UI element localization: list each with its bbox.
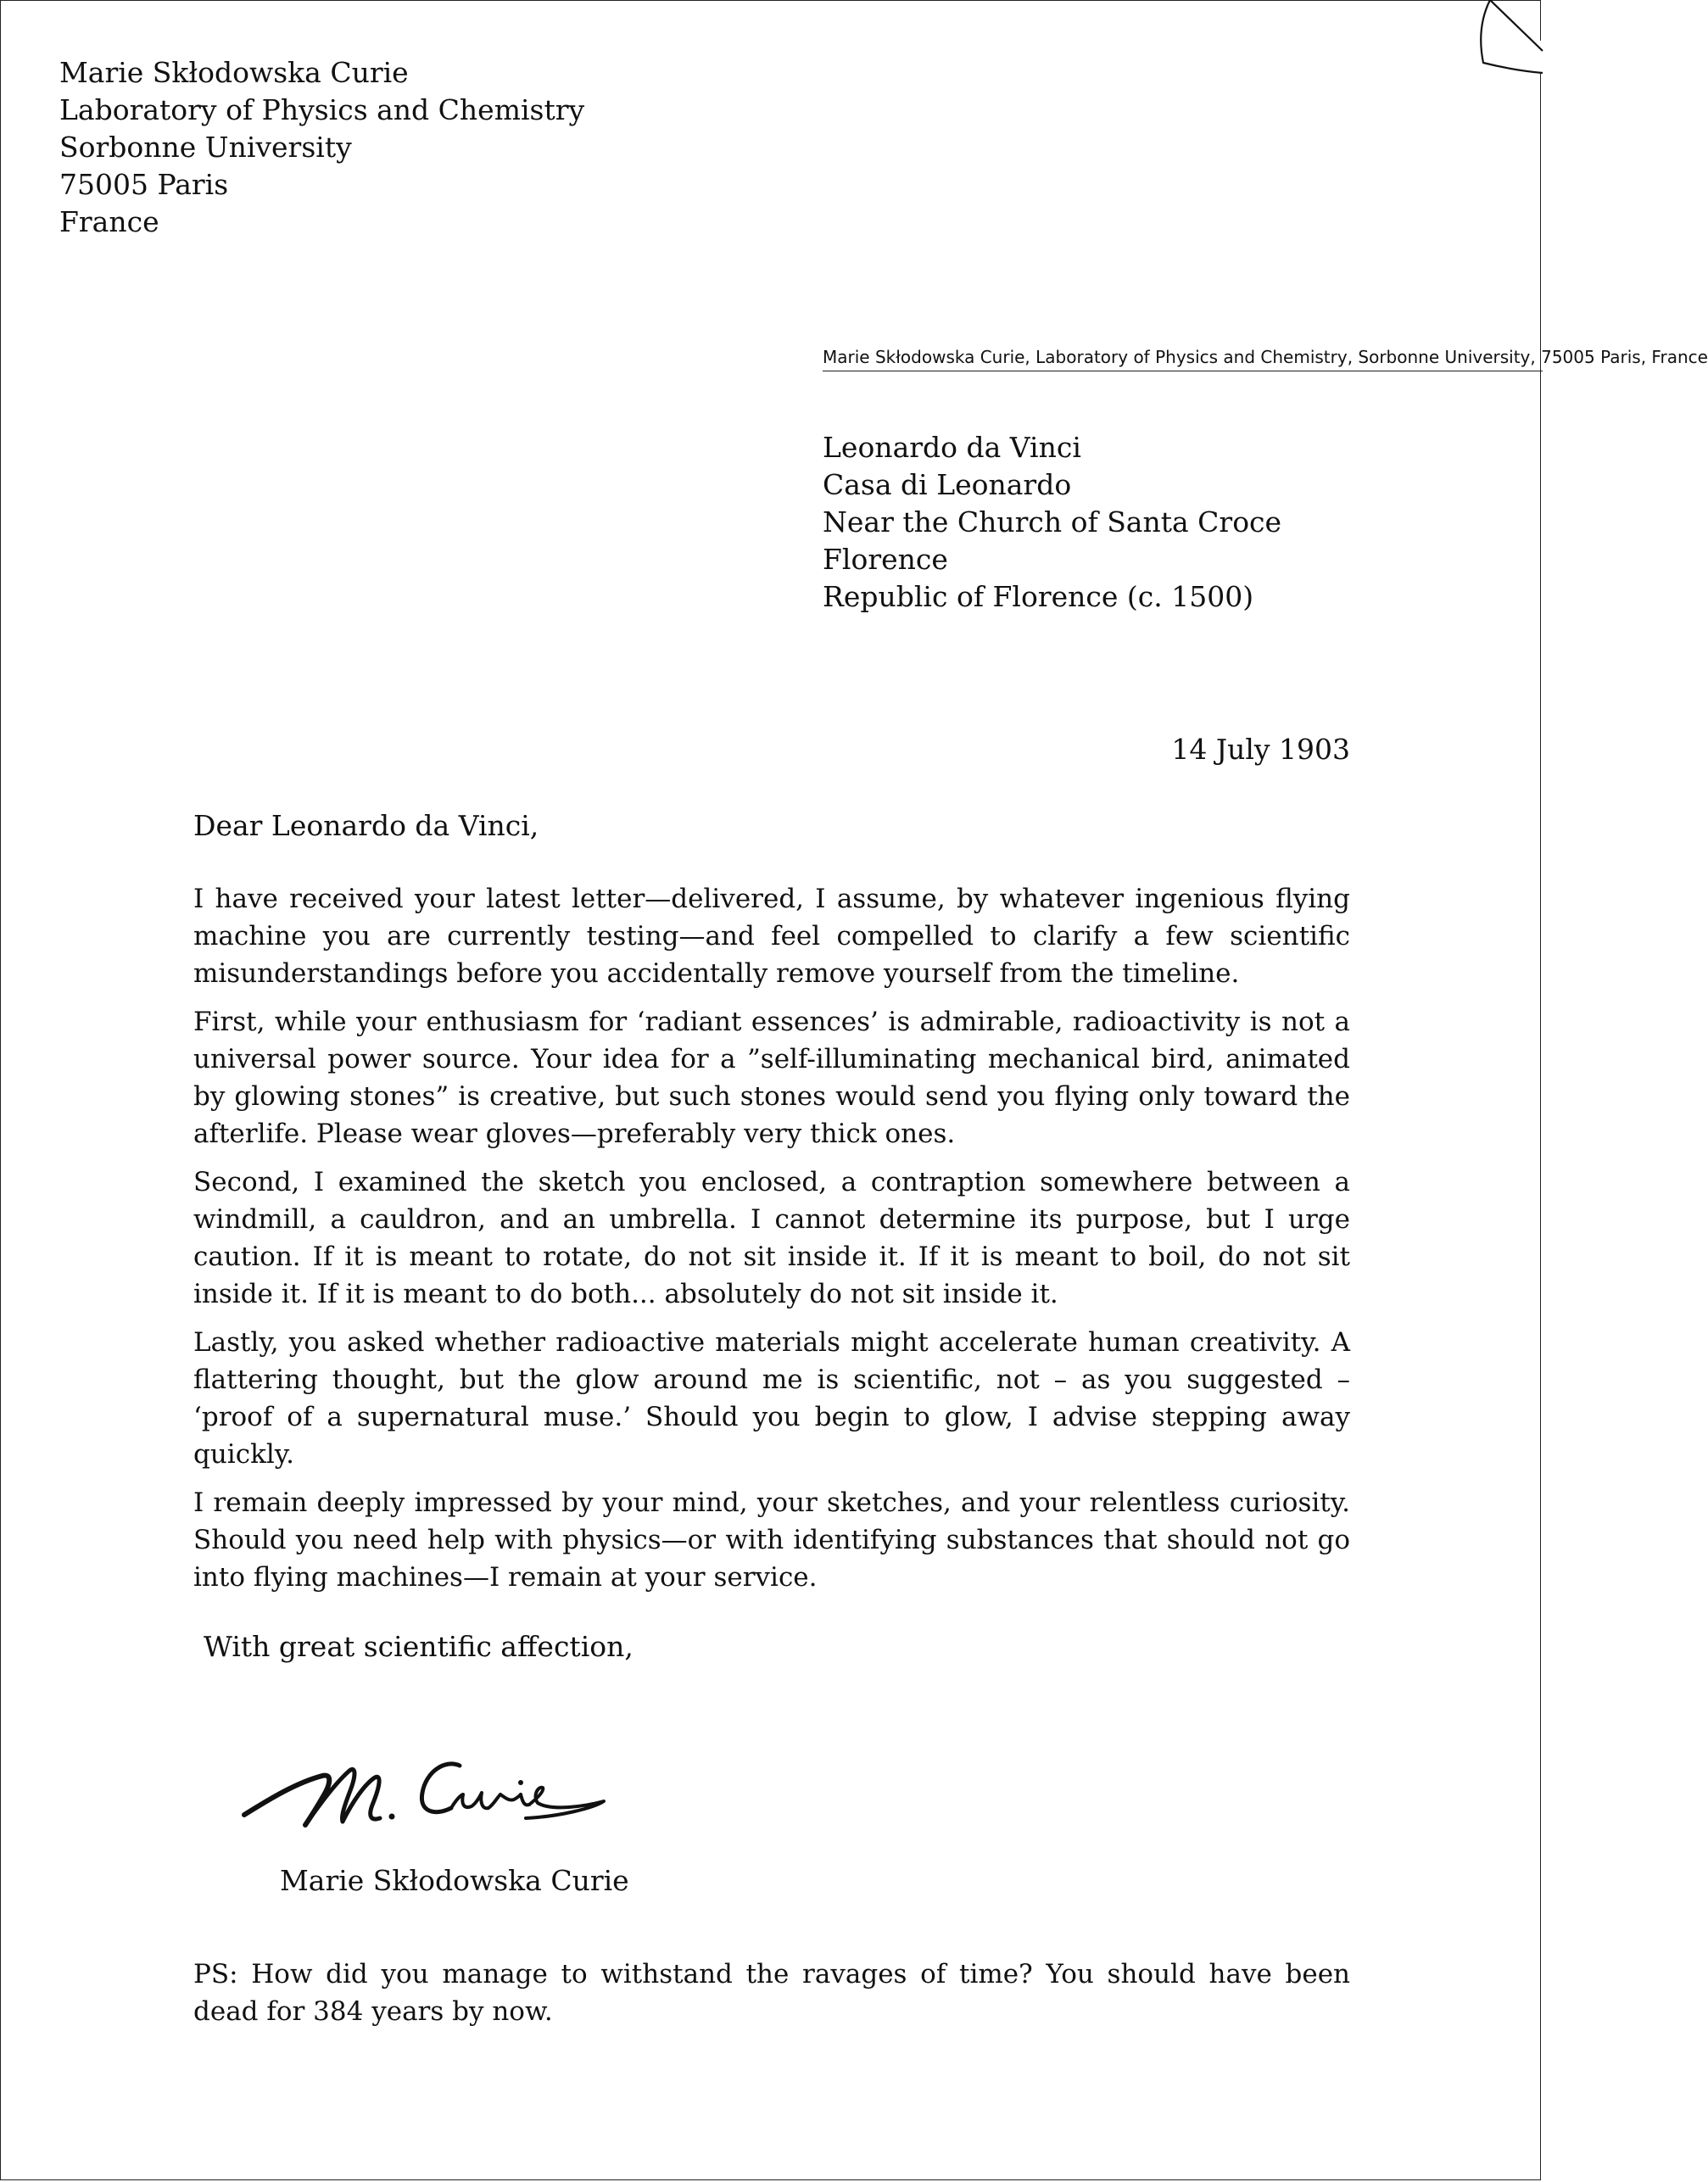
recipient-line-house: Casa di Leonardo: [823, 468, 1072, 501]
closing: With great scientific affection,: [204, 1630, 634, 1663]
sender-line-city: 75005 Paris: [59, 168, 229, 201]
recipient-line-street: Near the Church of Santa Croce: [823, 505, 1282, 539]
body-paragraph: I have received your latest letter—delivered, I assume, by whatever ingenious flying machine you are currently testing—and feel compelled to clarify a few scientific misunderstandings before you accidentally remove yourself from the timeline.: [193, 884, 1350, 989]
body-paragraph: First, while your enthusiasm for ‘radiant essences’ is admirable, radioactivity is not a universal power source. Your idea for a ”self-illuminating mechanical bird, animated by glowing stones” is creative, but such stones would send you flying only toward the afterlife. Please wear gloves—preferably very thick ones.: [193, 1007, 1350, 1149]
page-curl-icon: [1461, 0, 1543, 76]
sender-line-country: France: [59, 205, 159, 238]
body-paragraph: I remain deeply impressed by your mind, your sketches, and your relentless curiosity. Should you need help with physics—or with identifying substances that should not go into flying machines—I remain at your service.: [193, 1487, 1350, 1593]
signature-image: [237, 1747, 611, 1840]
letter-date: 14 July 1903: [1171, 733, 1350, 766]
sender-line-name: Marie Skłodowska Curie: [59, 56, 409, 89]
recipient-line-state: Republic of Florence (c. 1500): [823, 580, 1254, 613]
body-paragraph: Lastly, you asked whether radioactive materials might accelerate human creativity. A flattering thought, but the glow around me is scientific, not – as you suggested – ‘proof of a supernatural muse.’ Should you begin to glow, I advise stepping away quickly.: [193, 1327, 1350, 1470]
signer-name: Marie Skłodowska Curie: [280, 1864, 629, 1897]
sender-line-lab: Laboratory of Physics and Chemistry: [59, 93, 585, 126]
recipient-address: [823, 429, 1281, 616]
postscript: PS: How did you manage to withstand the ravages of time? You should have been dead for 384 years by now.: [193, 1959, 1350, 2027]
sender-address: [59, 54, 584, 241]
body-paragraph: Second, I examined the sketch you enclosed, a contraption somewhere between a windmill, a cauldron, and an umbrella. I cannot determine its purpose, but I urge caution. If it is meant to rotate, do not sit inside it. If it is meant to boil, do not sit inside it. If it is meant to do both... absolutely do not sit inside it.: [193, 1167, 1350, 1309]
recipient-line-city: Florence: [823, 543, 948, 576]
return-address-line: Marie Skłodowska Curie, Laboratory of Physics and Chemistry, Sorbonne University, 75005 Paris, France: [823, 346, 1543, 371]
sender-line-university: Sorbonne University: [59, 131, 352, 164]
salutation: Dear Leonardo da Vinci,: [193, 809, 539, 842]
letter-body: [193, 880, 1350, 1607]
recipient-line-name: Leonardo da Vinci: [823, 431, 1081, 464]
